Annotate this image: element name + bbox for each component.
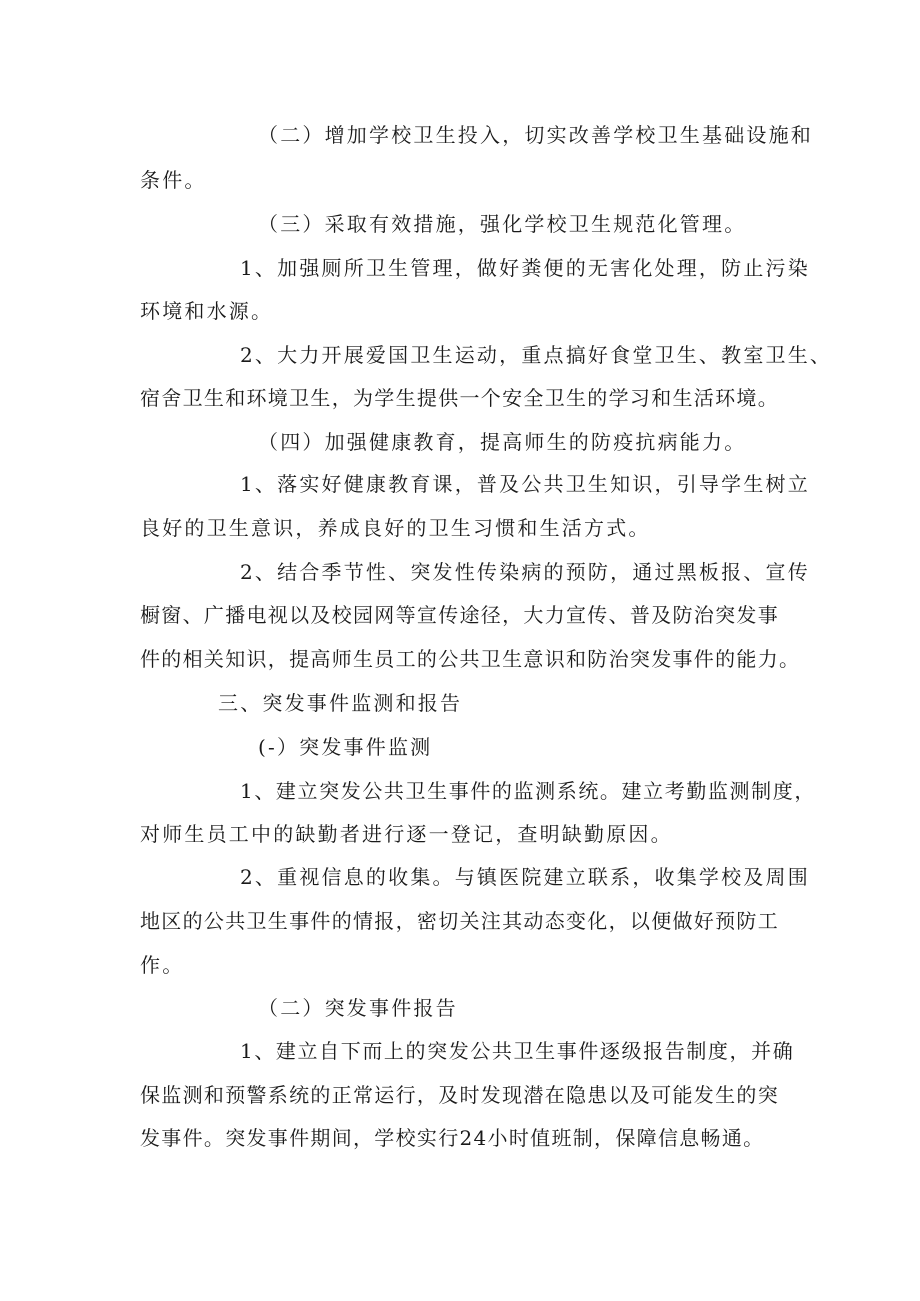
paragraph-line: 保监测和预警系统的正常运行，及时发现潜在隐患以及可能发生的突	[140, 1083, 779, 1107]
section-heading: （二）突发事件报告	[258, 996, 458, 1020]
paragraph-line: 1、建立自下而上的突发公共卫生事件逐级报告制度，并确	[240, 1039, 795, 1063]
section-heading: 三、突发事件监测和报告	[218, 691, 463, 715]
paragraph-line: 地区的公共卫生事件的情报，密切关注其动态变化，以便做好预防工	[140, 909, 779, 933]
paragraph-line: 1、建立突发公共卫生事件的监测系统。建立考勤监测制度，	[240, 779, 816, 803]
section-heading: （三）采取有效措施，强化学校卫生规范化管理。	[258, 212, 747, 236]
paragraph-line: 宿舍卫生和环境卫生，为学生提供一个安全卫生的学习和生活环境。	[140, 386, 779, 410]
paragraph-line: 对师生员工中的缺勤者进行逐一登记，查明缺勤原因。	[140, 822, 673, 846]
section-heading: （二）增加学校卫生投入，切实改善学校卫生基础设施和	[258, 123, 813, 147]
section-heading: （四）加强健康教育，提高师生的防疫抗病能力。	[258, 430, 747, 454]
paragraph-line: 条件。	[140, 168, 207, 192]
paragraph-line: 环境和水源。	[140, 299, 274, 323]
paragraph-line: 2、结合季节性、突发性传染病的预防，通过黑板报、宣传	[240, 560, 810, 584]
paragraph-line: 2、重视信息的收集。与镇医院建立联系，收集学校及周围	[240, 865, 810, 889]
paragraph-line: 作。	[140, 953, 185, 977]
paragraph-line: 1、落实好健康教育课，普及公共卫生知识，引导学生树立	[240, 472, 810, 496]
paragraph-line: 发事件。突发事件期间，学校实行24小时值班制，保障信息畅通。	[140, 1126, 765, 1150]
paragraph-line: 1、加强厕所卫生管理，做好粪便的无害化处理，防止污染	[240, 256, 810, 280]
paragraph-line: 良好的卫生意识，养成良好的卫生习惯和生活方式。	[140, 516, 651, 540]
paragraph-line: 件的相关知识，提高师生员工的公共卫生意识和防治突发事件的能力。	[140, 647, 801, 671]
paragraph-line: 2、大力开展爱国卫生运动，重点搞好食堂卫生、教室卫生、	[240, 343, 833, 367]
section-heading: (-）突发事件监测	[258, 735, 433, 759]
paragraph-line: 橱窗、广播电视以及校园网等宣传途径，大力宣传、普及防治突发事	[140, 603, 779, 627]
